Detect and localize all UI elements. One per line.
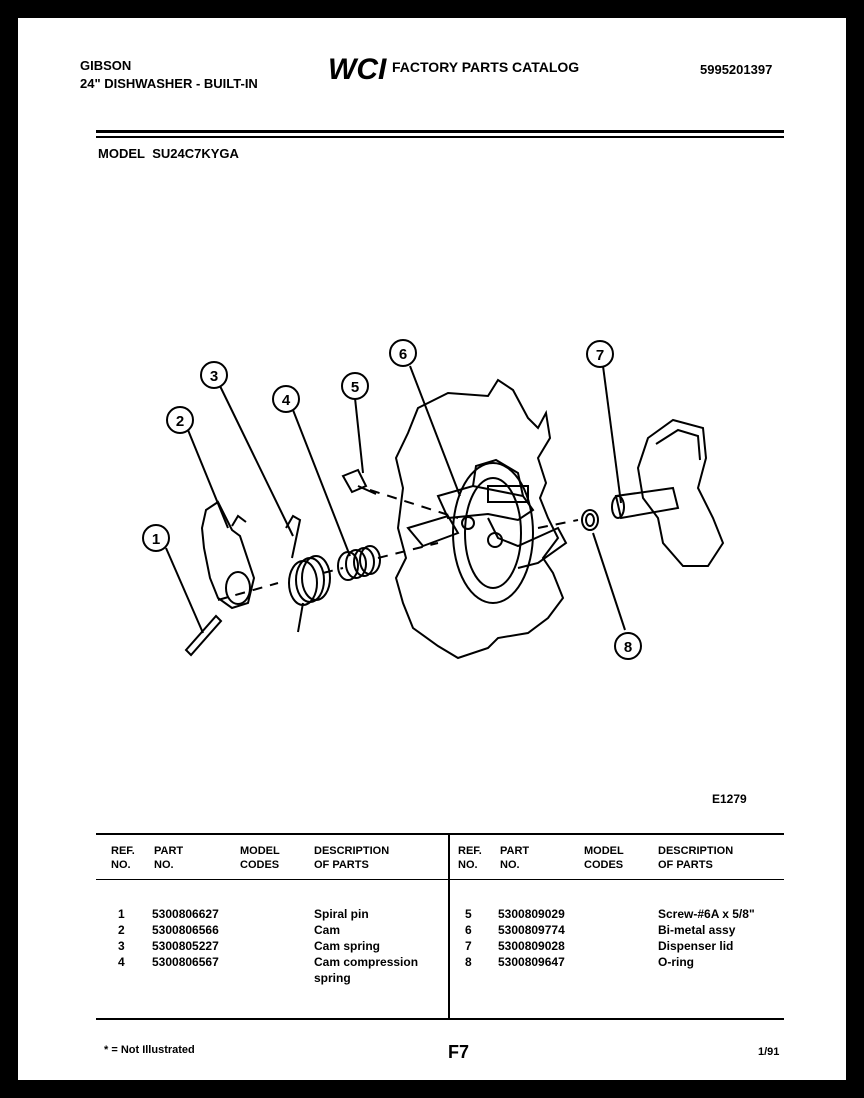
svg-text:WCI: WCI (328, 53, 387, 84)
revision-date: 1/91 (758, 1046, 780, 1058)
svg-text:2: 2 (175, 413, 185, 430)
table-top-rule (96, 833, 784, 835)
svg-text:4: 4 (281, 392, 291, 409)
header-ref: REF. NO. (111, 845, 135, 871)
dispenser-lid-outline (638, 420, 723, 566)
svg-text:3: 3 (209, 368, 219, 385)
svg-text:8: 8 (623, 639, 633, 656)
header-model-right: MODEL CODES (584, 845, 624, 871)
svg-text:7: 7 (595, 347, 605, 364)
catalog-number: 5995201397 (700, 62, 773, 77)
model-label: MODEL (98, 146, 145, 161)
callout-7 (587, 341, 613, 367)
header-part-right: PART NO. (500, 845, 530, 871)
callout-4 (273, 386, 299, 412)
callout-8 (615, 633, 641, 659)
callout-3 (201, 362, 227, 388)
part4-spring (338, 546, 380, 580)
svg-text:6: 6 (398, 346, 408, 363)
callout-1 (143, 525, 169, 551)
exploded-parts-diagram (18, 18, 846, 798)
catalog-title: FACTORY PARTS CATALOG (392, 59, 580, 75)
callout-2 (167, 407, 193, 433)
header-ref-right: REF. NO. (458, 845, 482, 871)
appliance-subtitle: 24" DISHWASHER - BUILT-IN (80, 76, 258, 91)
not-illustrated-note: * = Not Illustrated (104, 1044, 195, 1056)
part2-cam (202, 502, 254, 608)
header-desc-right: DESCRIPTION OF PARTS (658, 845, 734, 871)
callout-5 (342, 373, 368, 399)
parts-catalog-page: GIBSON 24" DISHWASHER - BUILT-IN WCI FACTORY PARTS CATALOG 5995201397 MODEL SU24C7KYGA 1 2 3 4 5 6 7 8 E1279 REF. NO. PART NO. MODEL CODES DESCRIPTION OF PARTS REF. NO. PART NO. MODEL CODES DESCRIPTION OF PARTS 1 5300806627 Spiral pin 2 5300806566 Cam 3 5300805227 Cam spring 4 5300806567 Cam compression spring 5 5300809029 Screw-#6A x 5/8" 6 5300809774 Bi-metal assy 7 5300809028 Dispenser lid 8 5300809647 O-ring * = Not Illustrated F7 1/91 (18, 18, 846, 1080)
header-desc: DESCRIPTION OF PARTS (314, 845, 390, 871)
dispenser-body-outline (396, 380, 563, 658)
page-number: F7 (448, 1042, 470, 1062)
table-divider (448, 835, 450, 1018)
svg-text:1: 1 (151, 531, 161, 548)
callout-6 (390, 340, 416, 366)
svg-text:5: 5 (350, 379, 360, 396)
table-bottom-rule (96, 1018, 784, 1020)
header-model: MODEL CODES (240, 845, 280, 871)
table-header-rule (96, 879, 784, 880)
diagram-code: E1279 (712, 792, 747, 806)
header-part: PART NO. (154, 845, 184, 871)
model-value: SU24C7KYGA (152, 146, 239, 161)
brand-name: GIBSON (80, 58, 132, 73)
part1-pin (186, 616, 221, 655)
